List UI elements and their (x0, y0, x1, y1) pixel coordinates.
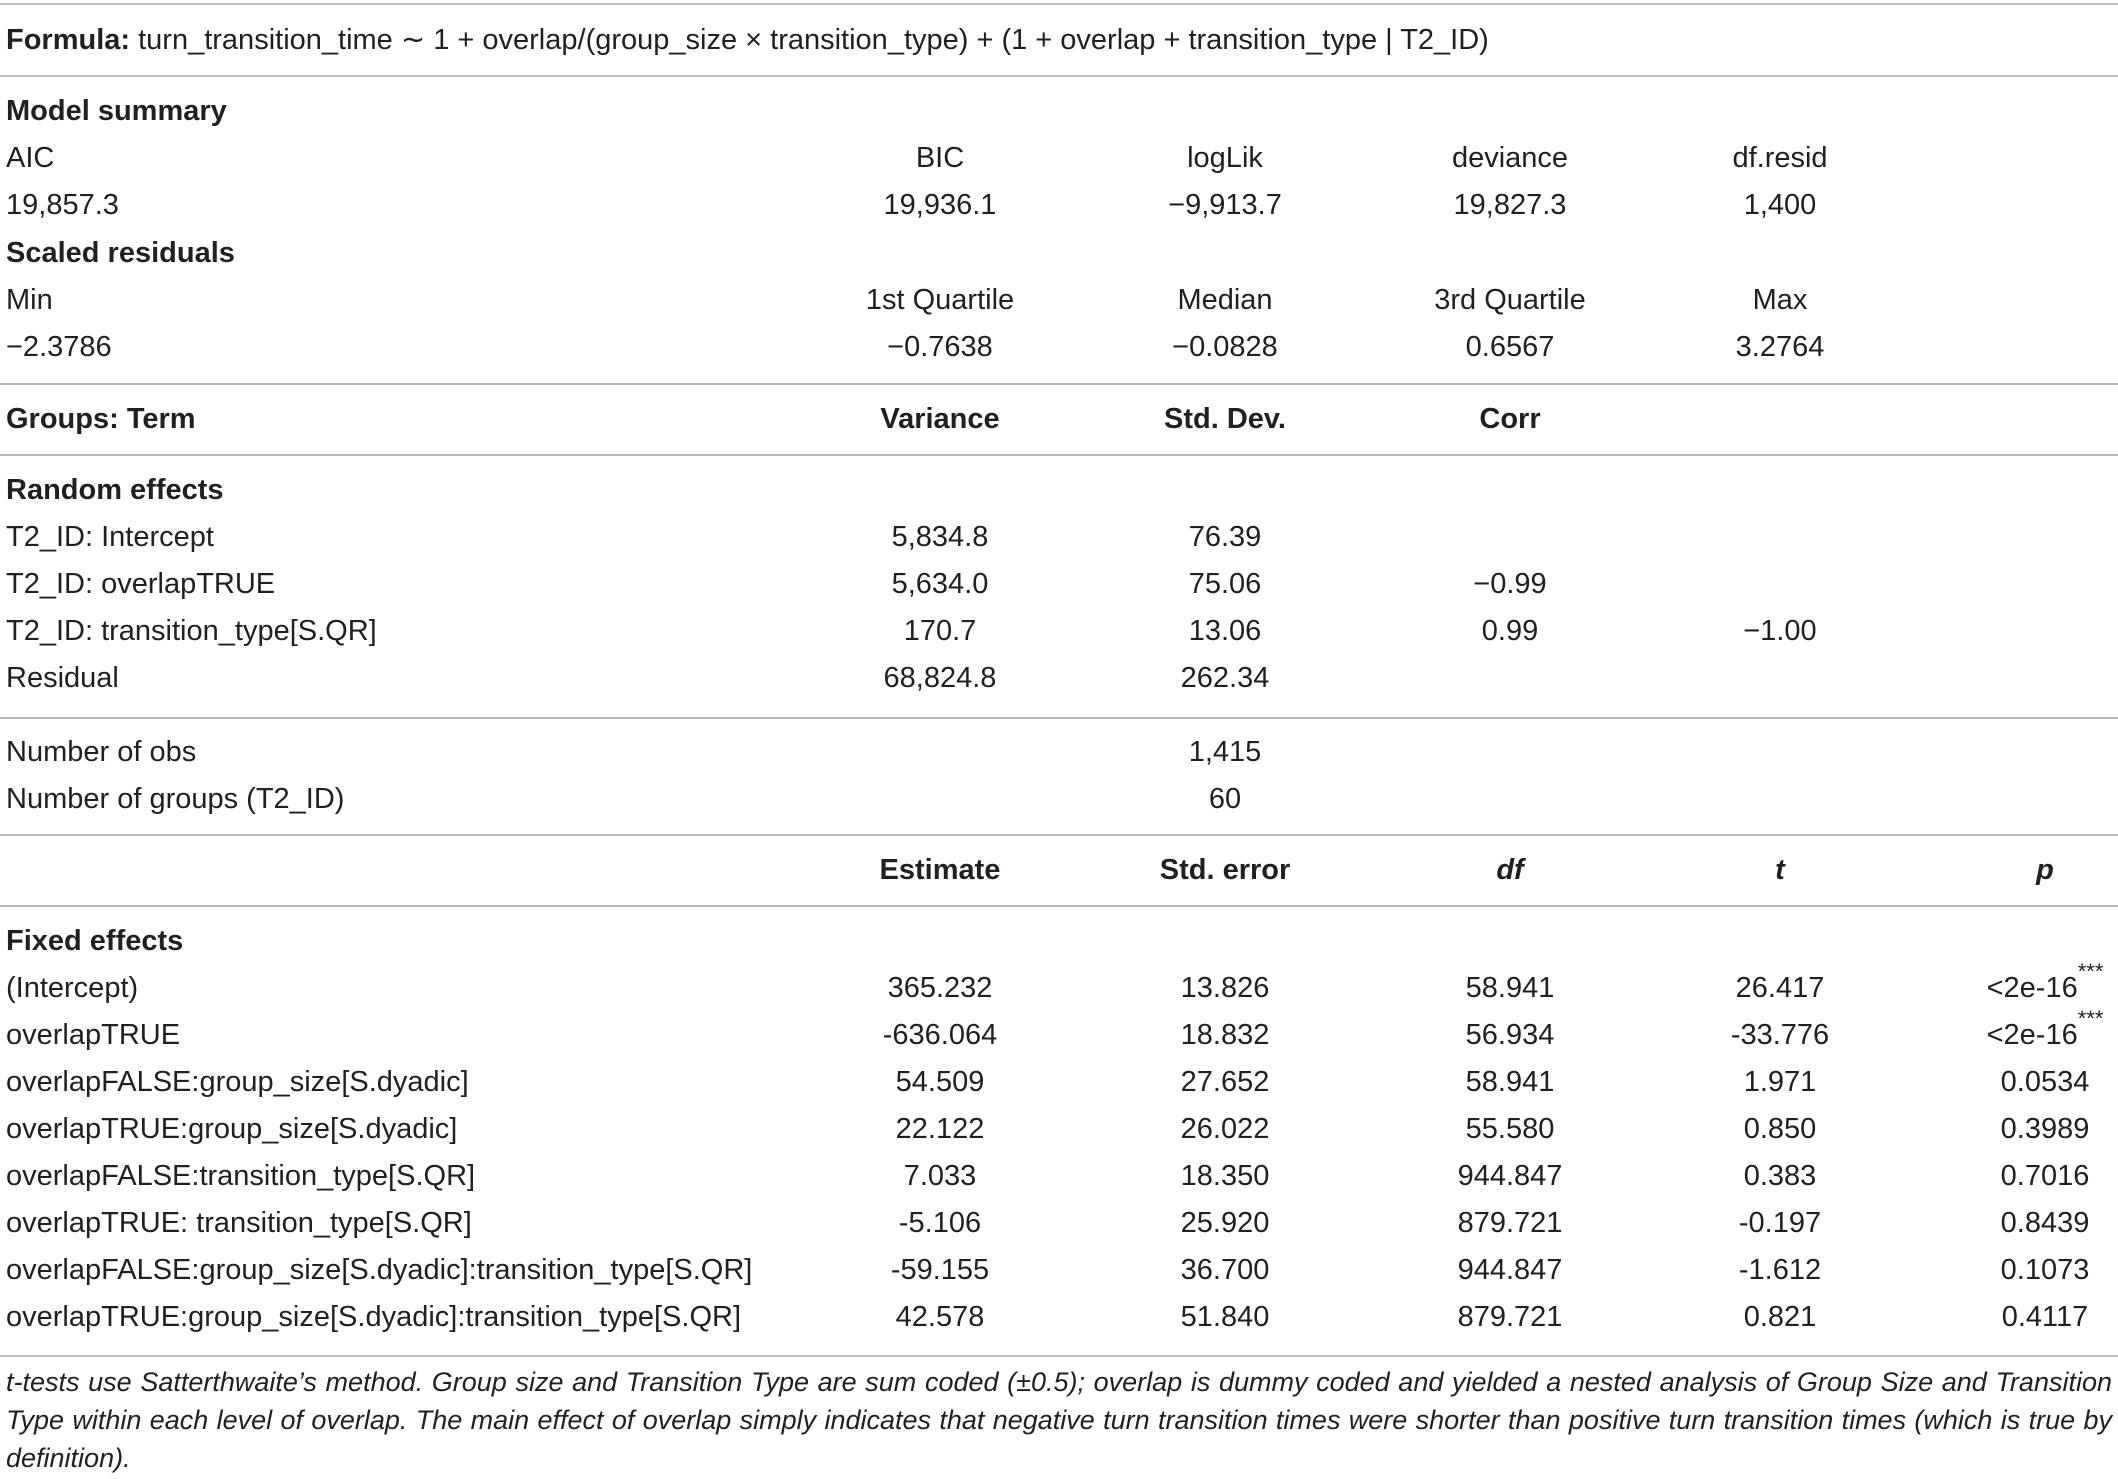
df-cell: 944.847 (1457, 1254, 1563, 1286)
df-cell: 56.934 (1465, 1019, 1555, 1051)
table-footnote: t-tests use Satterthwaite’s method. Group size and Transition Type are sum coded (±0.5); overlap is dummy coded and yielded a nested analysis of Group Size and Transition Type within each level of overlap. The main effect of overlap simply indicates that negative turn transition times were shorter than positive turn transition times (which is true by definition). (6, 1367, 2112, 1473)
header-p: p (2036, 854, 2054, 886)
value-3rd-quartile: 0.6567 (1465, 331, 1555, 363)
formula-label: Formula: (6, 24, 131, 56)
std-dev-cell: 13.06 (1188, 615, 1262, 647)
model-summary-header-row (0, 135, 2118, 182)
df-cell: 58.941 (1465, 972, 1555, 1004)
t-cell: 0.383 (1743, 1160, 1817, 1192)
value-min: −2.3786 (6, 331, 112, 363)
formula-row (0, 17, 2118, 64)
std-error-cell: 26.022 (1180, 1113, 1270, 1145)
model-summary-heading-row (0, 88, 2118, 135)
bottom-rule (0, 1355, 2118, 1357)
p-value: 0.0534 (2000, 1066, 2090, 1098)
term-cell: overlapTRUE (6, 1019, 181, 1051)
scaled-residuals-heading: Scaled residuals (6, 237, 235, 269)
p-cell (2001, 1200, 2090, 1247)
table-row (0, 1294, 2118, 1341)
count-row (0, 729, 2118, 776)
rule-after-residuals (0, 383, 2118, 385)
value-1st-quartile: −0.7638 (887, 331, 993, 363)
estimate-cell: 7.033 (903, 1160, 977, 1192)
header-groups-term: Groups: Term (6, 403, 196, 435)
count-label: Number of groups (T2_ID) (6, 783, 345, 815)
term-cell: overlapTRUE: transition_type[S.QR] (6, 1207, 472, 1239)
p-value: 0.1073 (2000, 1254, 2090, 1286)
std-dev-cell: 262.34 (1180, 662, 1270, 694)
term-cell: T2_ID: transition_type[S.QR] (6, 615, 377, 647)
p-cell (2001, 1059, 2090, 1106)
t-cell: -33.776 (1730, 1019, 1830, 1051)
value-aic: 19,857.3 (6, 189, 119, 221)
model-summary-values-row (0, 182, 2118, 229)
count-value: 60 (1208, 783, 1242, 815)
header-deviance: deviance (1451, 142, 1569, 174)
value-median: −0.0828 (1172, 331, 1278, 363)
p-cell (1986, 1006, 2104, 1059)
corr-cell: 0.99 (1481, 615, 1539, 647)
rule-after-random-effects (0, 717, 2118, 719)
df-cell: 58.941 (1465, 1066, 1555, 1098)
variance-cell: 5,834.8 (891, 521, 989, 553)
corr2-cell: −1.00 (1743, 615, 1817, 647)
fixed-effects-heading-row (0, 918, 2118, 965)
header-df: df (1496, 854, 1524, 886)
t-cell: 1.971 (1743, 1066, 1817, 1098)
header-variance: Variance (880, 403, 1000, 435)
p-cell (2001, 1106, 2090, 1153)
header-aic: AIC (6, 142, 55, 174)
model-summary-heading: Model summary (6, 95, 227, 127)
significance-stars: *** (2077, 1006, 2104, 1031)
table-row (0, 1247, 2118, 1294)
table-row (0, 1006, 2118, 1059)
table-row (0, 655, 2118, 702)
t-cell: -1.612 (1738, 1254, 1822, 1286)
header-bic: BIC (915, 142, 965, 174)
scaled-residuals-heading-row (0, 230, 2118, 277)
variance-cell: 68,824.8 (883, 662, 997, 694)
p-cell (1986, 959, 2104, 1012)
formula-text: turn_transition_time ∼ 1 + overlap/(group_size × transition_type) + (1 + overlap + transition_type | T2_ID) (130, 24, 1489, 56)
std-error-cell: 51.840 (1180, 1301, 1270, 1333)
rule-after-counts (0, 834, 2118, 836)
df-cell: 944.847 (1457, 1160, 1563, 1192)
count-row (0, 776, 2118, 823)
p-value: 0.8439 (2000, 1207, 2090, 1239)
estimate-cell: -5.106 (898, 1207, 982, 1239)
header-min: Min (6, 284, 53, 316)
fixed-effects-header-row (0, 847, 2118, 894)
random-effects-heading-row (0, 467, 2118, 514)
value-loglik: −9,913.7 (1168, 189, 1282, 221)
value-bic: 19,936.1 (883, 189, 997, 221)
value-deviance: 19,827.3 (1453, 189, 1567, 221)
table-row (0, 1106, 2118, 1153)
estimate-cell: 22.122 (895, 1113, 985, 1145)
p-value: 0.4117 (2001, 1301, 2089, 1333)
rule-after-random-header (0, 454, 2118, 456)
estimate-cell: 365.232 (887, 972, 993, 1004)
term-cell: overlapFALSE:transition_type[S.QR] (6, 1160, 476, 1192)
std-dev-cell: 76.39 (1188, 521, 1262, 553)
table-row (0, 561, 2118, 608)
random-effects-header-row (0, 396, 2118, 443)
p-value: <2e-16 (1986, 972, 2078, 1004)
variance-cell: 5,634.0 (891, 568, 989, 600)
df-cell: 879.721 (1457, 1207, 1563, 1239)
table-row (0, 959, 2118, 1012)
df-cell: 879.721 (1457, 1301, 1563, 1333)
term-cell: Residual (6, 662, 119, 694)
scaled-residuals-values-row (0, 324, 2118, 371)
std-error-cell: 18.350 (1180, 1160, 1270, 1192)
table-row (0, 514, 2118, 561)
header-1st-quartile: 1st Quartile (865, 284, 1015, 316)
header-corr: Corr (1479, 403, 1541, 435)
term-cell: overlapFALSE:group_size[S.dyadic]:transition_type[S.QR] (6, 1254, 753, 1286)
header-estimate: Estimate (879, 854, 1001, 886)
term-cell: T2_ID: Intercept (6, 521, 214, 553)
value-df-resid: 1,400 (1743, 189, 1817, 221)
header-median: Median (1177, 284, 1273, 316)
header-std-error: Std. error (1159, 854, 1291, 886)
random-effects-heading: Random effects (6, 474, 224, 506)
p-cell (2002, 1294, 2089, 1341)
table-row (0, 608, 2118, 655)
significance-stars: *** (2077, 959, 2104, 984)
t-cell: -0.197 (1738, 1207, 1822, 1239)
p-value: <2e-16 (1986, 1019, 2078, 1051)
t-cell: 0.821 (1743, 1301, 1817, 1333)
term-cell: overlapFALSE:group_size[S.dyadic] (6, 1066, 469, 1098)
header-loglik: logLik (1187, 142, 1263, 174)
std-error-cell: 18.832 (1180, 1019, 1270, 1051)
table-row (0, 1200, 2118, 1247)
header-df-resid: df.resid (1732, 142, 1828, 174)
std-error-cell: 36.700 (1180, 1254, 1270, 1286)
term-cell: (Intercept) (6, 972, 139, 1004)
header-3rd-quartile: 3rd Quartile (1434, 284, 1586, 316)
fixed-effects-heading: Fixed effects (6, 925, 184, 957)
top-rule (0, 3, 2118, 5)
p-cell (2001, 1153, 2090, 1200)
std-error-cell: 25.920 (1180, 1207, 1270, 1239)
p-value: 0.7016 (2000, 1160, 2090, 1192)
estimate-cell: 54.509 (895, 1066, 985, 1098)
estimate-cell: -59.155 (890, 1254, 990, 1286)
value-max: 3.2764 (1735, 331, 1825, 363)
term-cell: overlapTRUE:group_size[S.dyadic] (6, 1113, 458, 1145)
std-dev-cell: 75.06 (1188, 568, 1262, 600)
std-error-cell: 27.652 (1180, 1066, 1270, 1098)
variance-cell: 170.7 (903, 615, 977, 647)
rule-after-formula (0, 75, 2118, 77)
p-cell (2001, 1247, 2090, 1294)
count-value: 1,415 (1188, 736, 1262, 768)
t-cell: 0.850 (1743, 1113, 1817, 1145)
df-cell: 55.580 (1465, 1113, 1555, 1145)
term-cell: overlapTRUE:group_size[S.dyadic]:transition_type[S.QR] (6, 1301, 742, 1333)
term-cell: T2_ID: overlapTRUE (6, 568, 276, 600)
table-row (0, 1059, 2118, 1106)
estimate-cell: -636.064 (882, 1019, 998, 1051)
header-t: t (1775, 854, 1785, 886)
header-max: Max (1752, 284, 1808, 316)
corr-cell: −0.99 (1473, 568, 1547, 600)
estimate-cell: 42.578 (895, 1301, 985, 1333)
p-value: 0.3989 (2000, 1113, 2090, 1145)
header-std-dev: Std. Dev. (1164, 403, 1286, 435)
scaled-residuals-header-row (0, 277, 2118, 324)
table-row (0, 1153, 2118, 1200)
count-label: Number of obs (6, 736, 197, 768)
std-error-cell: 13.826 (1180, 972, 1270, 1004)
rule-after-fixed-header (0, 905, 2118, 907)
t-cell: 26.417 (1735, 972, 1825, 1004)
